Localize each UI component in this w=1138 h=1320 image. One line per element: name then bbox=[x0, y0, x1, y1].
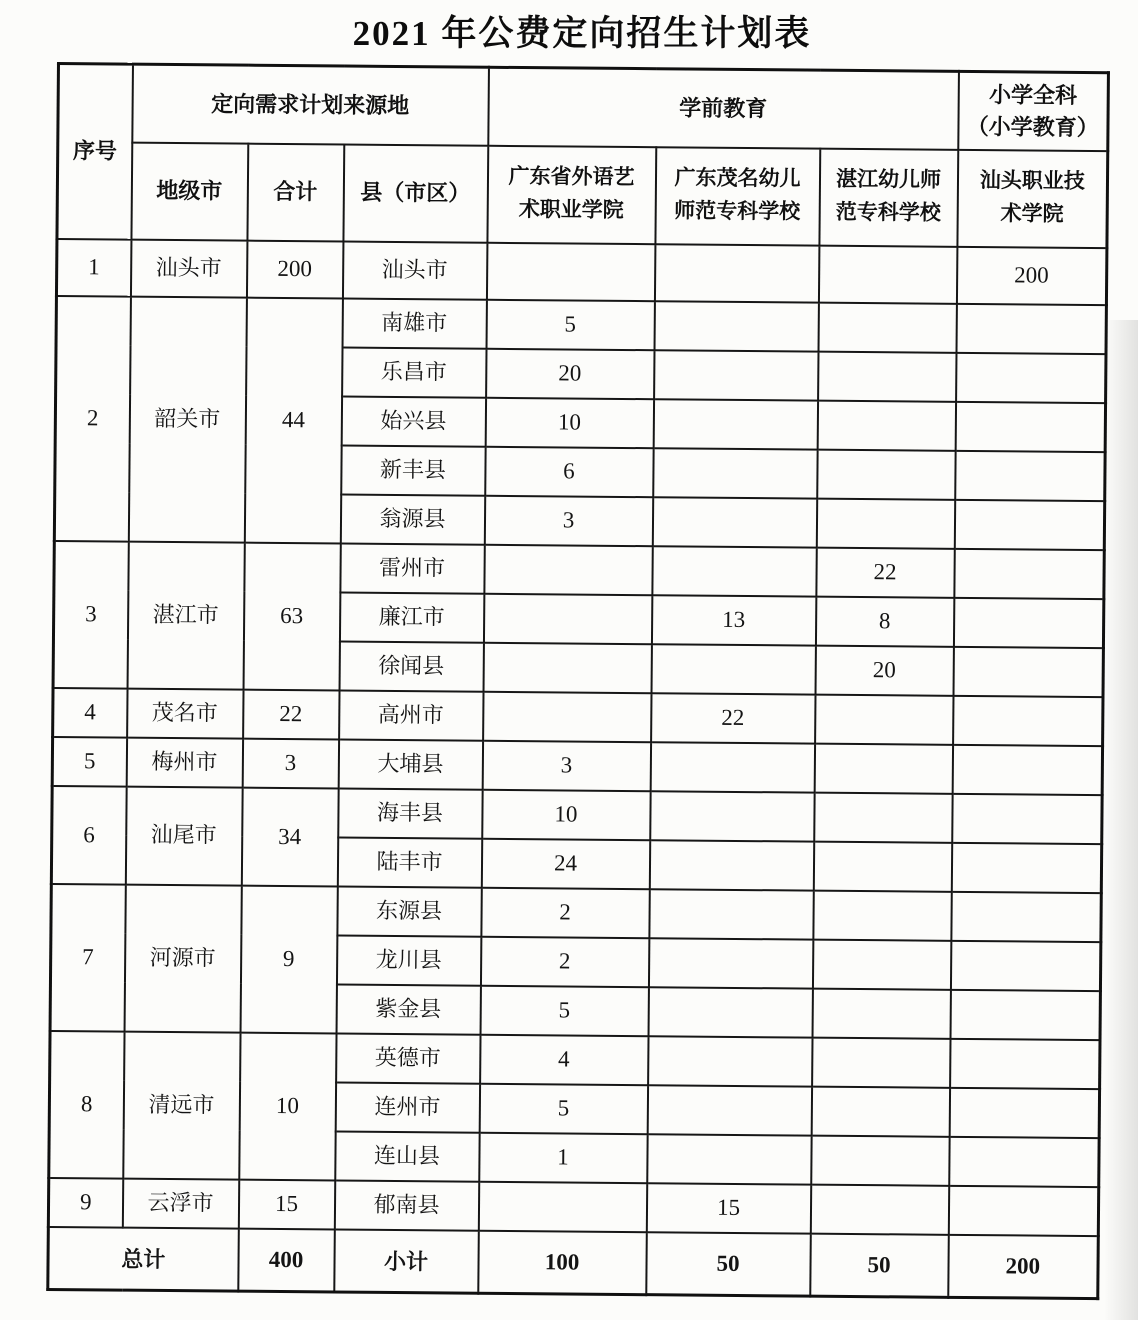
group-total-cell: 15 bbox=[238, 1179, 334, 1229]
value-cell bbox=[483, 642, 651, 692]
group-total-cell: 200 bbox=[246, 240, 342, 298]
county-cell: 始兴县 bbox=[341, 396, 485, 446]
seq-cell: 3 bbox=[53, 540, 128, 688]
value-cell bbox=[955, 401, 1105, 451]
footer-total-label: 总计 bbox=[48, 1226, 239, 1291]
value-cell bbox=[951, 891, 1101, 941]
value-cell: 10 bbox=[485, 397, 653, 447]
header-school-shantou: 汕头职业技 术学院 bbox=[957, 149, 1108, 247]
group-total-cell: 44 bbox=[244, 297, 342, 543]
value-cell bbox=[649, 840, 813, 890]
footer-subtotal-school2: 50 bbox=[646, 1232, 811, 1296]
value-cell bbox=[954, 548, 1104, 598]
value-cell bbox=[817, 400, 955, 450]
seq-cell: 9 bbox=[48, 1177, 122, 1227]
county-cell: 东源县 bbox=[337, 886, 481, 936]
value-cell bbox=[818, 302, 956, 352]
value-cell: 20 bbox=[815, 645, 953, 695]
value-cell bbox=[812, 1037, 950, 1087]
county-cell: 高州市 bbox=[339, 690, 483, 740]
city-cell: 梅州市 bbox=[126, 737, 242, 787]
header-total: 合计 bbox=[247, 143, 344, 241]
value-cell bbox=[950, 1038, 1100, 1088]
county-cell: 海丰县 bbox=[338, 788, 482, 838]
value-cell bbox=[950, 989, 1100, 1039]
value-cell bbox=[812, 939, 950, 989]
value-cell bbox=[818, 245, 957, 303]
county-cell: 乐昌市 bbox=[342, 347, 486, 397]
value-cell bbox=[949, 1136, 1099, 1186]
value-cell bbox=[654, 244, 818, 302]
value-cell bbox=[647, 1134, 811, 1184]
value-cell bbox=[952, 744, 1102, 794]
group-total-cell: 34 bbox=[241, 787, 338, 886]
table-row bbox=[52, 785, 1102, 843]
county-cell: 廉江市 bbox=[339, 592, 483, 642]
value-cell: 22 bbox=[816, 547, 954, 597]
value-cell: 20 bbox=[486, 348, 654, 398]
county-cell: 郁南县 bbox=[334, 1180, 478, 1230]
seq-cell: 7 bbox=[50, 883, 125, 1031]
total-row bbox=[48, 1226, 1099, 1298]
value-cell: 3 bbox=[482, 740, 650, 790]
value-cell bbox=[953, 646, 1103, 696]
county-cell: 龙川县 bbox=[336, 935, 480, 985]
county-cell: 英德市 bbox=[336, 1033, 480, 1083]
value-cell bbox=[652, 497, 816, 547]
page-title: 2021 年公费定向招生计划表 bbox=[352, 14, 812, 53]
value-cell bbox=[818, 351, 956, 401]
county-cell: 连山县 bbox=[335, 1131, 479, 1181]
footer-grand-total: 400 bbox=[238, 1228, 335, 1292]
seq-cell: 8 bbox=[49, 1030, 124, 1178]
value-cell bbox=[816, 498, 954, 548]
table-row bbox=[50, 1030, 1100, 1088]
county-cell: 南雄市 bbox=[342, 298, 486, 348]
value-cell bbox=[648, 938, 812, 988]
header-group-row bbox=[58, 64, 1109, 151]
group-total-cell: 3 bbox=[242, 738, 338, 788]
table-header bbox=[57, 64, 1109, 248]
value-cell: 2 bbox=[480, 936, 648, 986]
value-cell bbox=[653, 448, 817, 498]
seq-cell: 6 bbox=[51, 785, 126, 884]
table-row bbox=[56, 239, 1107, 305]
value-cell: 200 bbox=[956, 246, 1106, 304]
city-cell: 汕尾市 bbox=[125, 786, 242, 885]
group-total-cell: 22 bbox=[243, 689, 339, 739]
seq-cell: 4 bbox=[53, 687, 127, 737]
header-primary-group: 小学全科 （小学教育） bbox=[958, 71, 1109, 150]
seq-cell: 5 bbox=[52, 736, 126, 786]
value-cell bbox=[948, 1185, 1098, 1235]
value-cell bbox=[811, 1135, 949, 1185]
header-school-maoming: 广东茂名幼儿 师范专科学校 bbox=[655, 147, 820, 245]
header-preschool-group: 学前教育 bbox=[488, 67, 959, 149]
county-cell: 雷州市 bbox=[340, 543, 484, 593]
value-cell bbox=[813, 890, 951, 940]
value-cell: 5 bbox=[479, 1083, 647, 1133]
county-cell: 新丰县 bbox=[341, 445, 485, 495]
value-cell bbox=[811, 1086, 949, 1136]
value-cell bbox=[650, 742, 814, 792]
value-cell bbox=[654, 350, 818, 400]
value-cell bbox=[949, 1087, 1099, 1137]
value-cell: 6 bbox=[485, 446, 653, 496]
table-row bbox=[51, 883, 1101, 941]
header-county: 县（市区） bbox=[343, 144, 488, 242]
footer-subtotal-school3: 50 bbox=[810, 1233, 949, 1297]
value-cell bbox=[649, 889, 813, 939]
value-cell bbox=[956, 352, 1106, 402]
value-cell bbox=[950, 940, 1100, 990]
group-total-cell: 10 bbox=[239, 1032, 336, 1180]
value-cell bbox=[812, 988, 950, 1038]
city-cell: 茂名市 bbox=[127, 688, 243, 738]
value-cell: 24 bbox=[481, 838, 649, 888]
value-cell bbox=[953, 695, 1103, 745]
footer-subtotal-label: 小计 bbox=[334, 1229, 479, 1293]
enrollment-plan-table bbox=[46, 62, 1110, 1300]
footer-subtotal-school1: 100 bbox=[478, 1230, 647, 1294]
value-cell bbox=[951, 842, 1101, 892]
value-cell bbox=[953, 597, 1103, 647]
header-column-row bbox=[57, 142, 1108, 248]
value-cell bbox=[484, 544, 652, 594]
county-cell: 紫金县 bbox=[336, 984, 480, 1034]
value-cell: 4 bbox=[480, 1034, 648, 1084]
value-cell bbox=[486, 242, 654, 300]
header-source-group: 定向需求计划来源地 bbox=[132, 64, 489, 145]
county-cell: 翁源县 bbox=[340, 494, 484, 544]
table-container bbox=[46, 62, 1107, 1300]
value-cell: 22 bbox=[651, 693, 815, 743]
seq-cell: 1 bbox=[56, 239, 130, 297]
value-cell bbox=[648, 987, 812, 1037]
value-cell bbox=[955, 450, 1105, 500]
header-school-foreign-arts: 广东省外语艺 术职业学院 bbox=[487, 145, 656, 243]
footer-subtotal-school4: 200 bbox=[948, 1234, 1099, 1298]
header-seq: 序号 bbox=[57, 64, 133, 240]
value-cell bbox=[817, 449, 955, 499]
value-cell bbox=[813, 841, 951, 891]
value-cell bbox=[651, 644, 815, 694]
value-cell bbox=[483, 593, 651, 643]
group-total-cell: 63 bbox=[243, 542, 340, 690]
value-cell bbox=[956, 303, 1106, 353]
county-cell: 徐闻县 bbox=[339, 641, 483, 691]
value-cell bbox=[810, 1184, 948, 1234]
group-total-cell: 9 bbox=[240, 885, 337, 1033]
city-cell: 云浮市 bbox=[122, 1178, 238, 1228]
value-cell: 15 bbox=[646, 1183, 810, 1233]
city-cell: 清远市 bbox=[123, 1031, 240, 1179]
value-cell bbox=[814, 792, 952, 842]
value-cell bbox=[478, 1181, 646, 1231]
value-cell: 1 bbox=[479, 1132, 647, 1182]
city-cell: 湛江市 bbox=[127, 541, 244, 689]
city-cell: 汕头市 bbox=[130, 239, 246, 297]
county-cell: 汕头市 bbox=[342, 241, 487, 299]
value-cell bbox=[483, 691, 651, 741]
table-body bbox=[48, 239, 1107, 1236]
city-cell: 河源市 bbox=[124, 884, 241, 1032]
city-cell: 韶关市 bbox=[128, 296, 246, 542]
table-row bbox=[56, 296, 1106, 354]
value-cell bbox=[952, 793, 1102, 843]
table-row bbox=[54, 540, 1104, 598]
value-cell bbox=[653, 399, 817, 449]
seq-cell: 2 bbox=[54, 296, 130, 542]
value-cell: 3 bbox=[484, 495, 652, 545]
county-cell: 陆丰市 bbox=[337, 837, 481, 887]
value-cell: 10 bbox=[482, 789, 650, 839]
value-cell bbox=[650, 791, 814, 841]
value-cell: 8 bbox=[815, 596, 953, 646]
value-cell: 5 bbox=[486, 299, 654, 349]
table-footer bbox=[48, 1226, 1099, 1298]
value-cell: 13 bbox=[651, 595, 815, 645]
header-school-zhanjiang: 湛江幼儿师 范专科学校 bbox=[819, 148, 958, 246]
value-cell bbox=[648, 1036, 812, 1086]
value-cell bbox=[814, 743, 952, 793]
value-cell bbox=[654, 301, 818, 351]
value-cell: 5 bbox=[480, 985, 648, 1035]
value-cell bbox=[954, 499, 1104, 549]
county-cell: 连州市 bbox=[335, 1082, 479, 1132]
value-cell bbox=[647, 1085, 811, 1135]
value-cell: 2 bbox=[481, 887, 649, 937]
county-cell: 大埔县 bbox=[338, 739, 482, 789]
header-city: 地级市 bbox=[131, 142, 248, 240]
value-cell bbox=[815, 694, 953, 744]
value-cell bbox=[652, 546, 816, 596]
